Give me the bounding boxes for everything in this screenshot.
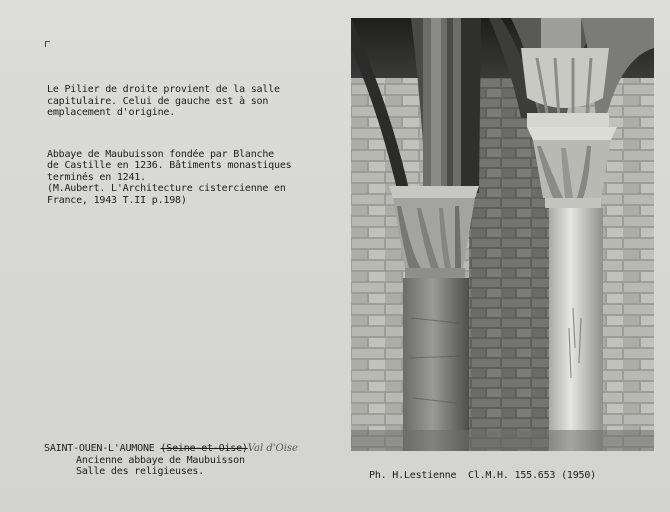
- notes-paragraph-2: Abbaye de Maubuisson fondée par Blanche de Castille en 1236. Bâtiments monastiques terminés en 1241. (M.Aubert. L'Architecture cistercienne en France, 1943 T.II p.198): [47, 148, 292, 206]
- corner-mark: [45, 41, 50, 47]
- handwritten-department: Val d'Oise: [247, 443, 298, 454]
- location-line-3: Salle des religieuses.: [76, 466, 205, 477]
- photo-credit: Ph. H.Lestienne Cl.M.H. 155.653 (1950): [369, 470, 596, 481]
- photo-illustration: [351, 18, 654, 451]
- photograph-pillars: [351, 18, 654, 451]
- notes-paragraph-1: Le Pilier de droite provient de la salle capitulaire. Celui de gauche est à son emplacement d'origine.: [47, 84, 280, 118]
- location-caption: [44, 443, 298, 478]
- old-department: (Seine-et-Oise): [160, 443, 248, 454]
- typed-notes: [47, 61, 342, 236]
- commune-name: SAINT-OUEN-L'AUMONE: [44, 443, 155, 454]
- location-line-2: Ancienne abbaye de Maubuisson: [76, 454, 245, 466]
